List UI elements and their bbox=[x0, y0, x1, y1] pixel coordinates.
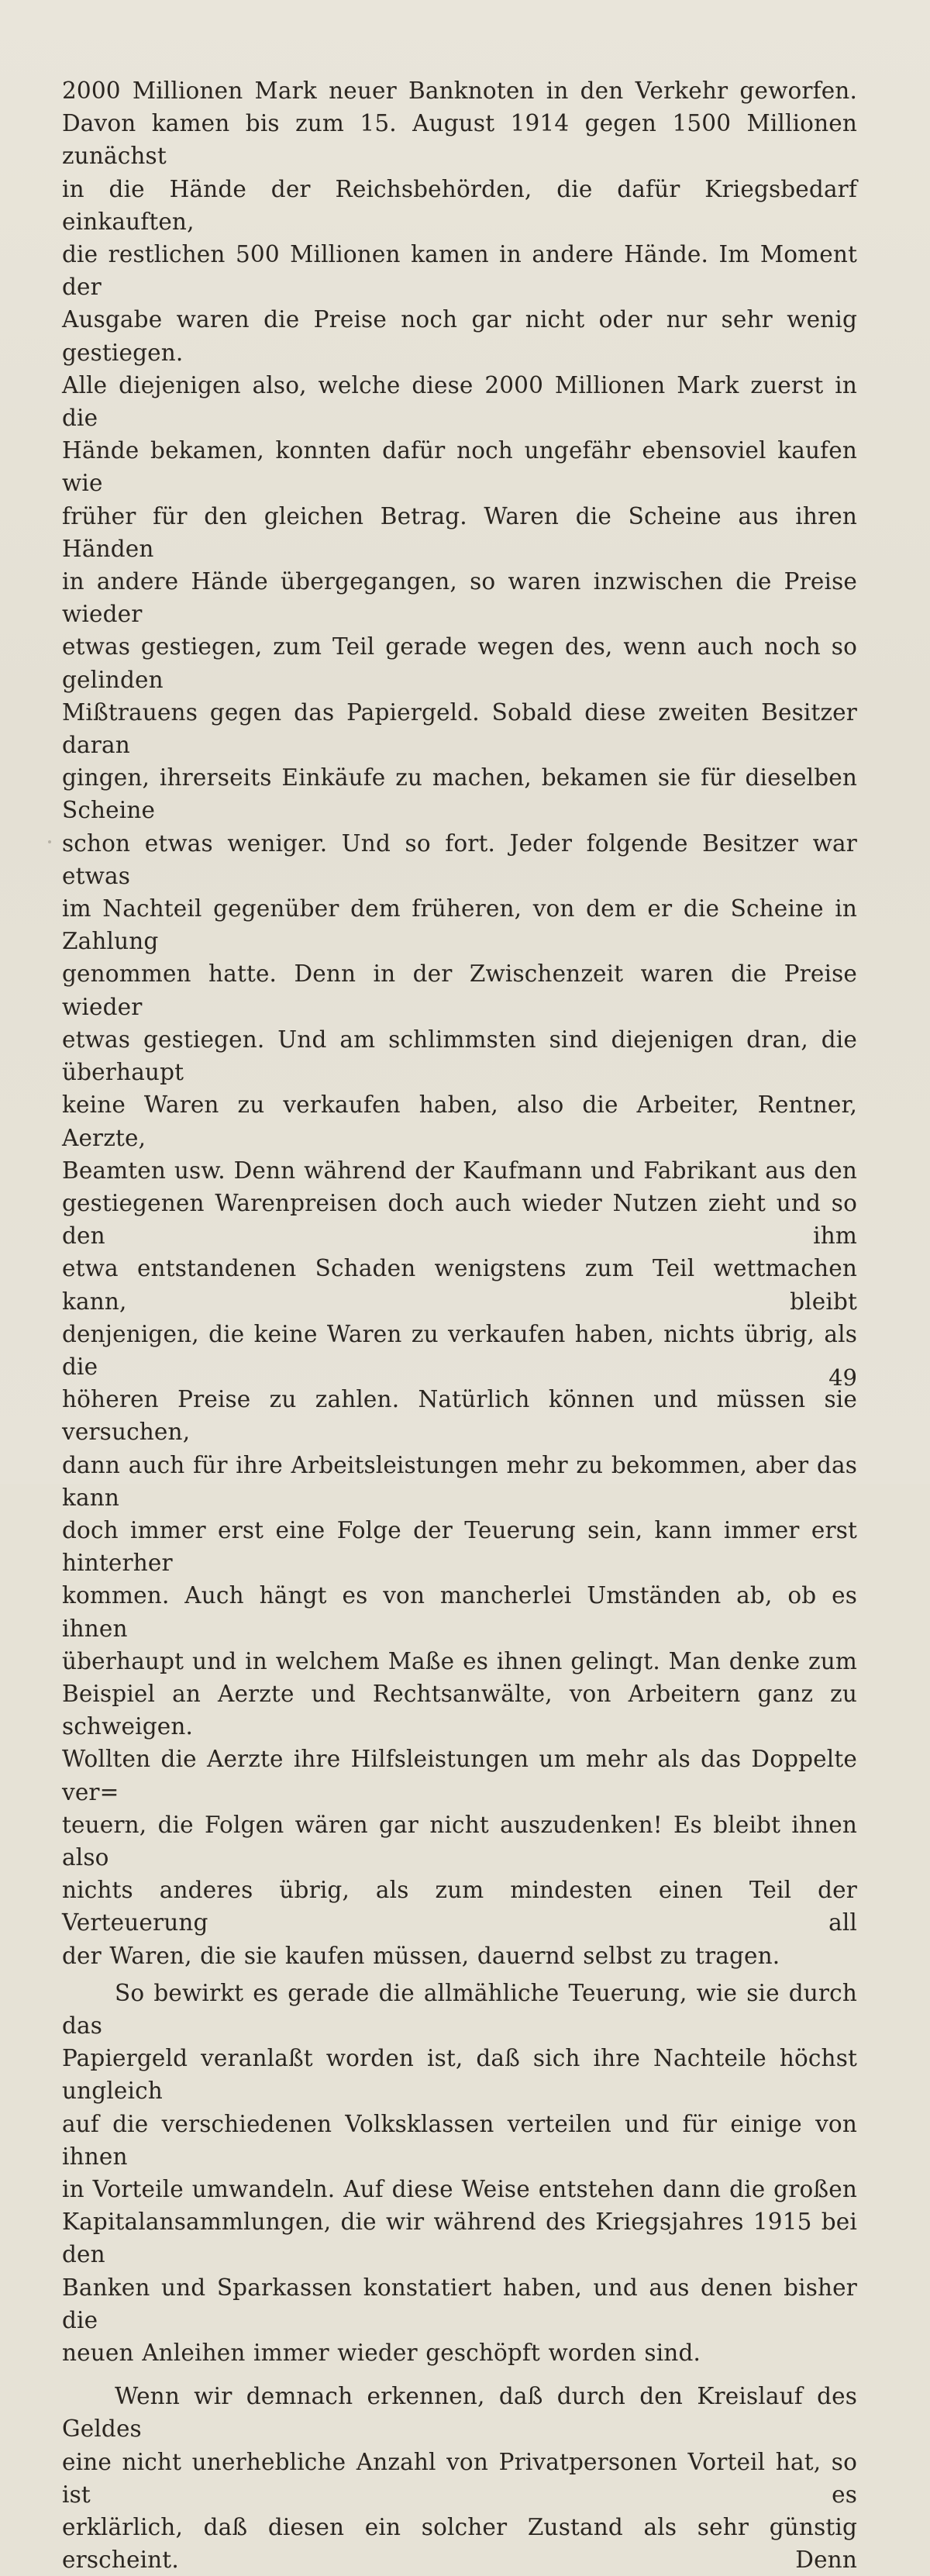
text-line: doch immer erst eine Folge der Teuerung sein, kann immer erst hinterher bbox=[62, 1516, 857, 1577]
text-line: der Waren, die sie kaufen müssen, dauernd selbst zu tragen. bbox=[62, 1942, 780, 1969]
text-line: auf die verschiedenen Volksklassen verteilen und für einige von ihnen bbox=[62, 2110, 857, 2170]
text-line: in Vorteile umwandeln. Auf diese Weise entstehen dann die großen bbox=[62, 2176, 857, 2202]
text-line: Alle diejenigen also, welche diese 2000 Millionen Mark zuerst in die bbox=[62, 371, 857, 432]
text-line: gestiegenen Warenpreisen doch auch wieder Nutzen zieht und so den ihm bbox=[62, 1189, 857, 1250]
paragraph-2 bbox=[62, 1977, 857, 2369]
text-line: überhaupt und in welchem Maße es ihnen gelingt. Man denke zum bbox=[62, 1647, 857, 1674]
text-line: nichts anderes übrig, als zum mindesten einen Teil der Verteuerung all bbox=[62, 1877, 857, 1936]
text-line: schon etwas weniger. Und so fort. Jeder folgende Besitzer war etwas bbox=[62, 829, 857, 889]
paragraph-1 bbox=[62, 74, 857, 1972]
text-line: 2000 Millionen Mark neuer Banknoten in den Verkehr geworfen. bbox=[62, 78, 857, 104]
text-line: Ausgabe waren die Preise noch gar nicht oder nur sehr wenig gestiegen. bbox=[62, 306, 857, 366]
text-line: Banken und Sparkassen konstatiert haben, und aus denen bisher die bbox=[62, 2274, 857, 2333]
text-line: Wollten die Aerzte ihre Hilfsleistungen um mehr als das Doppelte ver= bbox=[62, 1746, 857, 1805]
text-line: höheren Preise zu zahlen. Natürlich können und müssen sie versuchen, bbox=[62, 1386, 857, 1446]
text-line: teuern, die Folgen wären gar nicht auszudenken! Es bleibt ihnen also bbox=[62, 1811, 857, 1871]
text-line: etwas gestiegen. Und am schlimmsten sind diejenigen dran, die überhaupt bbox=[62, 1026, 857, 1086]
paragraph-gap bbox=[62, 2369, 857, 2380]
text-line: denjenigen, die keine Waren zu verkaufen haben, nichts übrig, als die bbox=[62, 1320, 857, 1380]
text-line: neuen Anleihen immer wieder geschöpft worden sind. bbox=[62, 2340, 701, 2367]
text-line: Papiergeld veranlaßt worden ist, daß sich ihre Nachteile höchst ungleich bbox=[62, 2045, 857, 2105]
text-line: keine Waren zu verkaufen haben, also die Arbeiter, Rentner, Aerzte, bbox=[62, 1091, 857, 1151]
text-line: die restlichen 500 Millionen kamen in andere Hände. Im Moment der bbox=[62, 241, 857, 301]
text-line: Mißtrauens gegen das Papiergeld. Sobald diese zweiten Besitzer daran bbox=[62, 698, 857, 759]
text-line: im Nachteil gegenüber dem früheren, von dem er die Scheine in Zahlung bbox=[62, 895, 857, 955]
text-line: in die Hände der Reichsbehörden, die dafür Kriegsbedarf einkauften, bbox=[62, 175, 857, 235]
margin-speck bbox=[48, 840, 51, 843]
text-line: Beamten usw. Denn während der Kaufmann und Fabrikant aus den bbox=[62, 1157, 857, 1184]
body-text bbox=[62, 74, 857, 2576]
text-line: gingen, ihrerseits Einkäufe zu machen, bekamen sie für dieselben Scheine bbox=[62, 764, 857, 824]
paragraph-3 bbox=[62, 2380, 857, 2576]
text-line: in andere Hände übergegangen, so waren inzwischen die Preise wieder bbox=[62, 568, 857, 628]
text-line: Davon kamen bis zum 15. August 1914 gegen 1500 Millionen zunächst bbox=[62, 110, 857, 170]
text-line: Wenn wir demnach erkennen, daß durch den Kreislauf des Geldes bbox=[62, 2383, 857, 2443]
text-line: Hände bekamen, konnten dafür noch ungefähr ebensoviel kaufen wie bbox=[62, 437, 857, 497]
text-line: Beispiel an Aerzte und Rechtsanwälte, von Arbeitern ganz zu schweigen. bbox=[62, 1680, 857, 1740]
text-line: kommen. Auch hängt es von mancherlei Umständen ab, ob es ihnen bbox=[62, 1582, 857, 1642]
text-line: Kapitalansammlungen, die wir während des Kriegsjahres 1915 bei den bbox=[62, 2209, 857, 2268]
text-line: etwa entstandenen Schaden wenigstens zum Teil wettmachen kann, bleibt bbox=[62, 1255, 857, 1315]
text-line: dann auch für ihre Arbeitsleistungen mehr zu bekommen, aber das kann bbox=[62, 1451, 857, 1511]
text-line: genommen hatte. Denn in der Zwischenzeit waren die Preise wieder bbox=[62, 960, 857, 1020]
text-line: eine nicht unerhebliche Anzahl von Privatpersonen Vorteil hat, so ist es bbox=[62, 2448, 857, 2508]
text-line: erklärlich, daß diesen ein solcher Zustand als sehr günstig erscheint. Denn bbox=[62, 2514, 857, 2574]
page-number: 49 bbox=[828, 1364, 857, 1391]
text-line: So bewirkt es gerade die allmähliche Teuerung, wie sie durch das bbox=[62, 1979, 857, 2039]
text-line: etwas gestiegen, zum Teil gerade wegen des, wenn auch noch so gelinden bbox=[62, 633, 857, 693]
text-line: früher für den gleichen Betrag. Waren die Scheine aus ihren Händen bbox=[62, 502, 857, 562]
